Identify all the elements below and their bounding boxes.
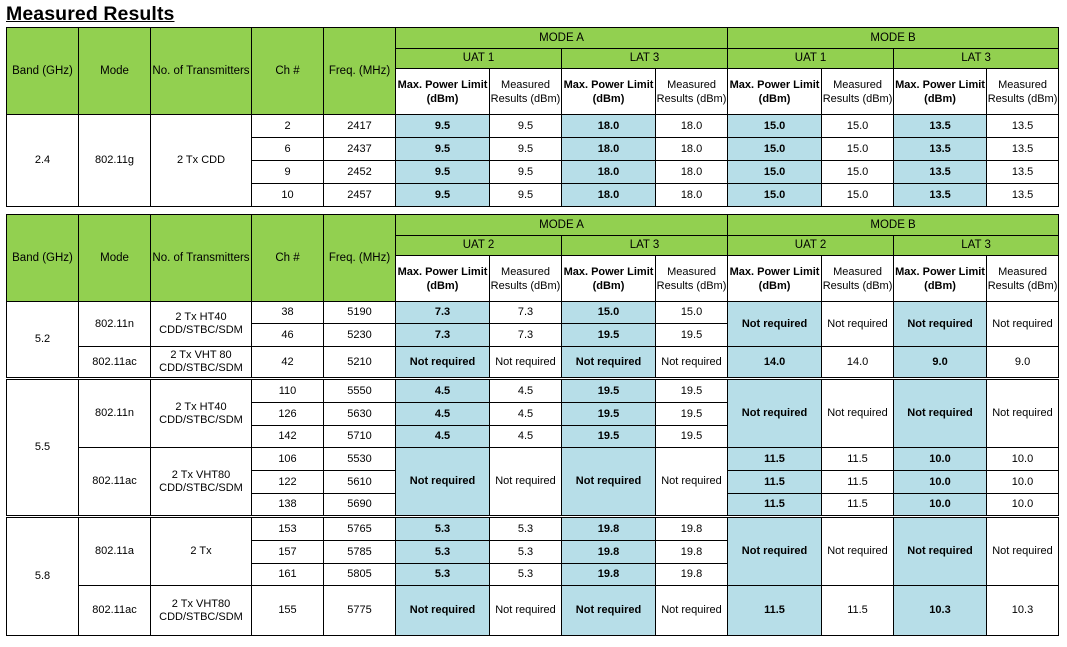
freq-cell: 5210 bbox=[324, 347, 396, 378]
tx-cell: 2 Tx CDD bbox=[151, 115, 252, 207]
max-power-cell: 10.3 bbox=[894, 586, 987, 636]
measured-cell: Not required bbox=[987, 518, 1059, 586]
header-max-power: Max. Power Limit (dBm) bbox=[562, 69, 656, 115]
measured-cell: 13.5 bbox=[987, 184, 1059, 207]
tx-cell: 2 Tx VHT80 CDD/STBC/SDM bbox=[151, 586, 252, 636]
header-mode: Mode bbox=[79, 28, 151, 115]
freq-cell: 5805 bbox=[324, 564, 396, 586]
measured-cell: 7.3 bbox=[490, 324, 562, 347]
measured-cell: 19.8 bbox=[656, 564, 728, 586]
measured-cell: 9.0 bbox=[987, 347, 1059, 378]
results-table-5g2 bbox=[6, 214, 1059, 378]
max-power-cell: Not required bbox=[728, 518, 822, 586]
measured-cell: Not required bbox=[987, 302, 1059, 347]
measured-cell: 19.8 bbox=[656, 518, 728, 541]
measured-cell: 5.3 bbox=[490, 541, 562, 564]
max-power-cell: 11.5 bbox=[728, 448, 822, 471]
header-max-power: Max. Power Limit (dBm) bbox=[728, 256, 822, 302]
band-cell: 5.2 bbox=[7, 302, 79, 378]
measured-cell: Not required bbox=[490, 448, 562, 516]
ch-cell: 46 bbox=[252, 324, 324, 347]
measured-cell: 4.5 bbox=[490, 380, 562, 403]
measured-cell: 13.5 bbox=[987, 115, 1059, 138]
measured-cell: 11.5 bbox=[822, 471, 894, 494]
max-power-cell: 19.5 bbox=[562, 426, 656, 448]
header-max-power: Max. Power Limit (dBm) bbox=[562, 256, 656, 302]
freq-cell: 5765 bbox=[324, 518, 396, 541]
header-uat1: UAT 1 bbox=[728, 49, 894, 69]
max-power-cell: 13.5 bbox=[894, 161, 987, 184]
max-power-cell: 15.0 bbox=[562, 302, 656, 324]
measured-cell: Not required bbox=[656, 586, 728, 636]
max-power-cell: 18.0 bbox=[562, 138, 656, 161]
header-max-power: Max. Power Limit (dBm) bbox=[728, 69, 822, 115]
measured-cell: Not required bbox=[490, 586, 562, 636]
ch-cell: 138 bbox=[252, 494, 324, 516]
measured-cell: 18.0 bbox=[656, 138, 728, 161]
header-uat2: UAT 2 bbox=[728, 236, 894, 256]
header-measured: Measured Results (dBm) bbox=[822, 69, 894, 115]
ch-cell: 6 bbox=[252, 138, 324, 161]
max-power-cell: 18.0 bbox=[562, 184, 656, 207]
max-power-cell: Not required bbox=[562, 347, 656, 378]
measured-cell: 15.0 bbox=[822, 138, 894, 161]
max-power-cell: 7.3 bbox=[396, 324, 490, 347]
max-power-cell: 18.0 bbox=[562, 115, 656, 138]
measured-cell: 10.0 bbox=[987, 494, 1059, 516]
max-power-cell: 9.5 bbox=[396, 115, 490, 138]
measured-cell: 19.8 bbox=[656, 541, 728, 564]
measured-cell: 5.3 bbox=[490, 518, 562, 541]
ch-cell: 126 bbox=[252, 403, 324, 426]
tx-cell: 2 Tx HT40 CDD/STBC/SDM bbox=[151, 380, 252, 448]
measured-cell: 9.5 bbox=[490, 184, 562, 207]
header-measured: Measured Results (dBm) bbox=[987, 256, 1059, 302]
tx-cell: 2 Tx VHT80 CDD/STBC/SDM bbox=[151, 448, 252, 516]
ch-cell: 38 bbox=[252, 302, 324, 324]
freq-cell: 2417 bbox=[324, 115, 396, 138]
max-power-cell: Not required bbox=[894, 302, 987, 347]
max-power-cell: 9.5 bbox=[396, 161, 490, 184]
header-max-power: Max. Power Limit (dBm) bbox=[894, 256, 987, 302]
max-power-cell: Not required bbox=[396, 586, 490, 636]
max-power-cell: 11.5 bbox=[728, 471, 822, 494]
max-power-cell: 11.5 bbox=[728, 586, 822, 636]
max-power-cell: Not required bbox=[562, 586, 656, 636]
measured-cell: 10.0 bbox=[987, 471, 1059, 494]
freq-cell: 5530 bbox=[324, 448, 396, 471]
header-mode: Mode bbox=[79, 215, 151, 302]
ch-cell: 106 bbox=[252, 448, 324, 471]
ch-cell: 10 bbox=[252, 184, 324, 207]
measured-cell: 15.0 bbox=[822, 184, 894, 207]
measured-cell: 13.5 bbox=[987, 138, 1059, 161]
max-power-cell: 15.0 bbox=[728, 161, 822, 184]
measured-cell: Not required bbox=[822, 380, 894, 448]
freq-cell: 5550 bbox=[324, 380, 396, 403]
measured-cell: Not required bbox=[656, 448, 728, 516]
max-power-cell: Not required bbox=[728, 302, 822, 347]
header-uat2: UAT 2 bbox=[396, 236, 562, 256]
freq-cell: 2457 bbox=[324, 184, 396, 207]
freq-cell: 5690 bbox=[324, 494, 396, 516]
max-power-cell: 7.3 bbox=[396, 302, 490, 324]
header-lat3: LAT 3 bbox=[562, 49, 728, 69]
header-measured: Measured Results (dBm) bbox=[490, 69, 562, 115]
measured-cell: 18.0 bbox=[656, 184, 728, 207]
measured-cell: 19.5 bbox=[656, 380, 728, 403]
ch-cell: 9 bbox=[252, 161, 324, 184]
header-freq: Freq. (MHz) bbox=[324, 28, 396, 115]
mode-cell: 802.11n bbox=[79, 380, 151, 448]
header-max-power: Max. Power Limit (dBm) bbox=[396, 69, 490, 115]
freq-cell: 5785 bbox=[324, 541, 396, 564]
max-power-cell: 19.8 bbox=[562, 541, 656, 564]
measured-cell: 18.0 bbox=[656, 161, 728, 184]
max-power-cell: Not required bbox=[894, 518, 987, 586]
measured-cell: 10.3 bbox=[987, 586, 1059, 636]
results-table-5g5 bbox=[6, 379, 1059, 516]
measured-cell: 11.5 bbox=[822, 448, 894, 471]
results-table-5g8 bbox=[6, 517, 1059, 636]
measured-cell: Not required bbox=[822, 302, 894, 347]
mode-cell: 802.11g bbox=[79, 115, 151, 207]
measured-cell: 5.3 bbox=[490, 564, 562, 586]
freq-cell: 5710 bbox=[324, 426, 396, 448]
max-power-cell: 13.5 bbox=[894, 184, 987, 207]
freq-cell: 2452 bbox=[324, 161, 396, 184]
header-lat3: LAT 3 bbox=[894, 236, 1059, 256]
max-power-cell: 19.5 bbox=[562, 403, 656, 426]
tx-cell: 2 Tx VHT 80 CDD/STBC/SDM bbox=[151, 347, 252, 378]
band-cell: 2.4 bbox=[7, 115, 79, 207]
freq-cell: 5775 bbox=[324, 586, 396, 636]
max-power-cell: 15.0 bbox=[728, 184, 822, 207]
header-mode-a: MODE A bbox=[396, 28, 728, 49]
header-lat3: LAT 3 bbox=[562, 236, 728, 256]
freq-cell: 5230 bbox=[324, 324, 396, 347]
max-power-cell: 13.5 bbox=[894, 138, 987, 161]
header-band: Band (GHz) bbox=[7, 28, 79, 115]
measured-cell: 9.5 bbox=[490, 161, 562, 184]
tx-cell: 2 Tx bbox=[151, 518, 252, 586]
measured-cell: 19.5 bbox=[656, 426, 728, 448]
measured-cell: Not required bbox=[490, 347, 562, 378]
header-no-tx: No. of Transmitters bbox=[151, 215, 252, 302]
ch-cell: 110 bbox=[252, 380, 324, 403]
max-power-cell: Not required bbox=[562, 448, 656, 516]
freq-cell: 5190 bbox=[324, 302, 396, 324]
measured-cell: 13.5 bbox=[987, 161, 1059, 184]
measured-cell: 19.5 bbox=[656, 403, 728, 426]
header-measured: Measured Results (dBm) bbox=[987, 69, 1059, 115]
band-cell: 5.8 bbox=[7, 518, 79, 636]
max-power-cell: 9.0 bbox=[894, 347, 987, 378]
max-power-cell: 10.0 bbox=[894, 471, 987, 494]
max-power-cell: 19.5 bbox=[562, 380, 656, 403]
ch-cell: 153 bbox=[252, 518, 324, 541]
mode-cell: 802.11ac bbox=[79, 586, 151, 636]
header-measured: Measured Results (dBm) bbox=[822, 256, 894, 302]
header-uat1: UAT 1 bbox=[396, 49, 562, 69]
max-power-cell: 15.0 bbox=[728, 138, 822, 161]
measured-cell: 10.0 bbox=[987, 448, 1059, 471]
max-power-cell: 5.3 bbox=[396, 541, 490, 564]
max-power-cell: 15.0 bbox=[728, 115, 822, 138]
max-power-cell: Not required bbox=[728, 380, 822, 448]
measured-cell: Not required bbox=[987, 380, 1059, 448]
header-no-tx: No. of Transmitters bbox=[151, 28, 252, 115]
measured-cell: 7.3 bbox=[490, 302, 562, 324]
measured-cell: 11.5 bbox=[822, 494, 894, 516]
max-power-cell: 9.5 bbox=[396, 138, 490, 161]
header-measured: Measured Results (dBm) bbox=[490, 256, 562, 302]
header-freq: Freq. (MHz) bbox=[324, 215, 396, 302]
measured-cell: 9.5 bbox=[490, 138, 562, 161]
max-power-cell: 11.5 bbox=[728, 494, 822, 516]
header-measured: Measured Results (dBm) bbox=[656, 69, 728, 115]
max-power-cell: 10.0 bbox=[894, 494, 987, 516]
results-table-2g4 bbox=[6, 27, 1059, 207]
measured-cell: 14.0 bbox=[822, 347, 894, 378]
max-power-cell: 4.5 bbox=[396, 380, 490, 403]
header-mode-b: MODE B bbox=[728, 28, 1059, 49]
max-power-cell: Not required bbox=[396, 448, 490, 516]
header-mode-b: MODE B bbox=[728, 215, 1059, 236]
mode-cell: 802.11ac bbox=[79, 347, 151, 378]
max-power-cell: 13.5 bbox=[894, 115, 987, 138]
max-power-cell: 19.8 bbox=[562, 518, 656, 541]
measured-cell: 11.5 bbox=[822, 586, 894, 636]
mode-cell: 802.11n bbox=[79, 302, 151, 347]
max-power-cell: 4.5 bbox=[396, 403, 490, 426]
header-max-power: Max. Power Limit (dBm) bbox=[396, 256, 490, 302]
max-power-cell: 4.5 bbox=[396, 426, 490, 448]
freq-cell: 5610 bbox=[324, 471, 396, 494]
ch-cell: 2 bbox=[252, 115, 324, 138]
max-power-cell: 14.0 bbox=[728, 347, 822, 378]
header-lat3: LAT 3 bbox=[894, 49, 1059, 69]
freq-cell: 2437 bbox=[324, 138, 396, 161]
measured-cell: 4.5 bbox=[490, 426, 562, 448]
freq-cell: 5630 bbox=[324, 403, 396, 426]
header-ch: Ch # bbox=[252, 215, 324, 302]
measured-cell: 9.5 bbox=[490, 115, 562, 138]
max-power-cell: 5.3 bbox=[396, 564, 490, 586]
max-power-cell: 18.0 bbox=[562, 161, 656, 184]
max-power-cell: 9.5 bbox=[396, 184, 490, 207]
band-cell: 5.5 bbox=[7, 380, 79, 516]
ch-cell: 155 bbox=[252, 586, 324, 636]
measured-cell: 15.0 bbox=[656, 302, 728, 324]
ch-cell: 161 bbox=[252, 564, 324, 586]
max-power-cell: Not required bbox=[894, 380, 987, 448]
header-band: Band (GHz) bbox=[7, 215, 79, 302]
tx-cell: 2 Tx HT40 CDD/STBC/SDM bbox=[151, 302, 252, 347]
header-measured: Measured Results (dBm) bbox=[656, 256, 728, 302]
header-mode-a: MODE A bbox=[396, 215, 728, 236]
ch-cell: 42 bbox=[252, 347, 324, 378]
ch-cell: 142 bbox=[252, 426, 324, 448]
mode-cell: 802.11a bbox=[79, 518, 151, 586]
max-power-cell: 19.5 bbox=[562, 324, 656, 347]
measured-cell: 15.0 bbox=[822, 115, 894, 138]
max-power-cell: 19.8 bbox=[562, 564, 656, 586]
measured-cell: 4.5 bbox=[490, 403, 562, 426]
ch-cell: 122 bbox=[252, 471, 324, 494]
header-ch: Ch # bbox=[252, 28, 324, 115]
measured-cell: 18.0 bbox=[656, 115, 728, 138]
measured-cell: 19.5 bbox=[656, 324, 728, 347]
header-max-power: Max. Power Limit (dBm) bbox=[894, 69, 987, 115]
max-power-cell: 5.3 bbox=[396, 518, 490, 541]
mode-cell: 802.11ac bbox=[79, 448, 151, 516]
page-title: Measured Results bbox=[6, 3, 175, 25]
ch-cell: 157 bbox=[252, 541, 324, 564]
measured-cell: 15.0 bbox=[822, 161, 894, 184]
measured-cell: Not required bbox=[822, 518, 894, 586]
measured-cell: Not required bbox=[656, 347, 728, 378]
max-power-cell: 10.0 bbox=[894, 448, 987, 471]
max-power-cell: Not required bbox=[396, 347, 490, 378]
